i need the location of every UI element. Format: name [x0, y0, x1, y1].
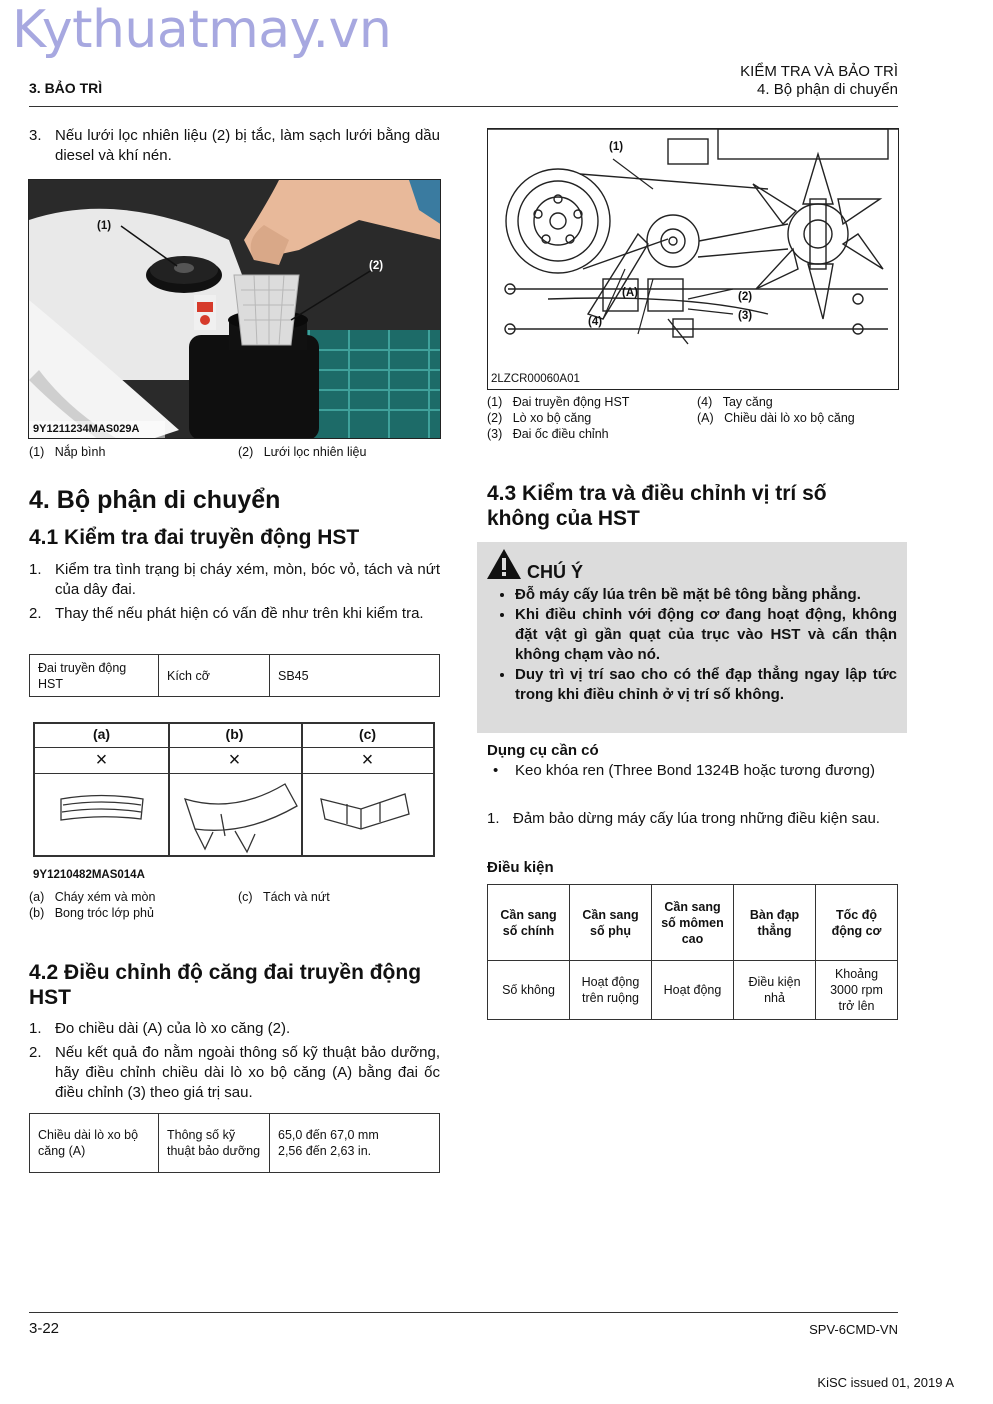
diagram-label-2: (2) — [738, 291, 753, 303]
step-number: 1. — [29, 1020, 42, 1037]
step-number: 2. — [29, 1044, 42, 1061]
table-header-cell: Cần sang số chính — [488, 885, 570, 961]
sub42-step-1 — [29, 1019, 440, 1039]
header-subchapter: 4. Bộ phận di chuyển — [757, 81, 898, 98]
table-cell: Khoảng 3000 rpm trở lên — [816, 961, 898, 1020]
table-row — [30, 655, 440, 697]
belt-caption-a — [29, 889, 155, 905]
conditions-table — [487, 884, 898, 1020]
footer-rule — [29, 1312, 898, 1313]
sub42-step-2 — [29, 1043, 440, 1103]
caution-list — [487, 585, 897, 705]
caption-text: Tách và nứt — [263, 890, 330, 904]
photo-callout-2: (2) — [369, 260, 384, 272]
header-section: 3. BẢO TRÌ — [29, 80, 103, 96]
tools-title: Dụng cụ cần có — [487, 742, 599, 759]
caption-text: Bong tróc lớp phủ — [54, 906, 154, 920]
engine-belt-illustration — [488, 129, 898, 389]
sub41-step-1 — [29, 560, 440, 600]
belt-size-table — [29, 654, 440, 697]
table-row — [488, 961, 898, 1020]
caption-num: (3) — [487, 427, 503, 441]
diagram-label-1: (1) — [609, 141, 624, 153]
belt-damage-drawings — [35, 774, 433, 855]
diagram-label-A: (A) — [622, 287, 638, 299]
belt-figure-code: 9Y1210482MAS014A — [33, 869, 145, 881]
step-number: 2. — [29, 605, 42, 622]
table-header-cell: Cần sang số phụ — [570, 885, 652, 961]
table-cell: SB45 — [270, 655, 440, 697]
belt-figure-header-b: (b) — [225, 726, 244, 742]
header-chapter: KIỂM TRA VÀ BẢO TRÌ — [740, 63, 898, 80]
caption-num: (c) — [238, 890, 253, 904]
table-cell — [270, 1114, 440, 1173]
caption-text: Đai ốc điều chỉnh — [512, 427, 609, 441]
step-number: 3. — [29, 127, 42, 144]
sub-4-1-title: 4.1 Kiểm tra đai truyền động HST — [29, 526, 360, 549]
caption-num: (2) — [238, 445, 254, 459]
caption-num: (b) — [29, 906, 45, 920]
caution-box — [477, 542, 907, 733]
step-text: Đảm bảo dừng máy cấy lúa trong những điều kiện sau. — [513, 810, 880, 827]
sub41-step-2 — [29, 604, 440, 624]
step-number: 1. — [29, 561, 42, 578]
caption-num: (2) — [487, 411, 503, 425]
spec-imperial: 2,56 đến 2,63 in. — [278, 1144, 372, 1158]
caption-num: (1) — [29, 445, 45, 459]
bullet-icon: • — [493, 762, 499, 779]
fuel-step-3 — [29, 126, 440, 166]
tools-item — [487, 761, 898, 781]
step-text: Nếu lưới lọc nhiên liệu (2) bị tắc, làm sạch lưới bằng dầu diesel và khí nén. — [55, 127, 440, 164]
photo-code: 9Y1211234MAS029A — [33, 423, 140, 435]
step-number: 1. — [487, 810, 500, 827]
step-text: Đo chiều dài (A) của lò xo căng (2). — [55, 1020, 291, 1037]
caption-num: (a) — [29, 890, 45, 904]
step-text: Thay thế nếu phát hiện có vấn đề như trên khi kiểm tra. — [55, 605, 424, 622]
caption-text: Đai truyền động HST — [512, 395, 630, 409]
conditions-title: Điều kiện — [487, 859, 554, 876]
page-number: 3-22 — [29, 1320, 60, 1337]
caution-item: • Đỗ máy cấy lúa trên bề mặt bê tông bằng phẳng. — [515, 585, 897, 605]
belt-damage-figure — [33, 722, 435, 857]
photo-caption-1 — [29, 444, 105, 460]
table-cell: Hoạt động trên ruộng — [570, 961, 652, 1020]
fuel-tank-illustration — [29, 180, 441, 439]
header-right — [740, 63, 898, 99]
diagram-label-4: (4) — [588, 316, 603, 328]
header-rule — [29, 106, 898, 107]
caution-item: • Duy trì vị trí sao cho có thể đạp thẳng ngay lập tức trong khi điều chỉnh ở vị trí số không. — [515, 665, 897, 705]
warning-triangle-icon — [486, 548, 522, 580]
document-code: SPV-6CMD-VN — [809, 1322, 898, 1337]
table-header-cell: Bàn đạp thẳng — [734, 885, 816, 961]
table-cell: Đai truyền động HST — [30, 655, 159, 697]
table-cell: Số không — [488, 961, 570, 1020]
caption-num: (4) — [697, 395, 713, 409]
table-cell: Điều kiện nhả — [734, 961, 816, 1020]
caution-title: CHÚ Ý — [527, 562, 584, 582]
caption-num: (A) — [697, 411, 714, 425]
table-cell: Kích cỡ — [159, 655, 270, 697]
caution-item: • Khi điều chỉnh với động cơ đang hoạt động, không đặt vật gì gần quạt của trục vào HST và cẩn thận không chạm vào nó. — [515, 605, 897, 665]
belt-figure-mark-row — [35, 748, 433, 774]
caption-text: Cháy xém và mòn — [54, 890, 156, 904]
diagram-caption-1 — [487, 394, 629, 410]
spring-length-table — [29, 1113, 440, 1173]
fuel-filter-photo — [28, 179, 441, 439]
table-header-cell: Tốc độ động cơ — [816, 885, 898, 961]
caption-text: Nắp bình — [54, 445, 106, 459]
table-cell: Thông số kỹ thuật bảo dưỡng — [159, 1114, 270, 1173]
cross-mark-icon: × — [361, 749, 374, 771]
caption-text: Chiều dài lò xo bộ căng — [724, 411, 855, 425]
step-text: Nếu kết quả đo nằm ngoài thông số kỹ thuật bảo dưỡng, hãy điều chỉnh chiều dài lò xo bộ căng (A) bằng đai ốc điều chỉnh (3) theo giá trị sau. — [55, 1044, 440, 1101]
section-title: 4. Bộ phận di chuyển — [29, 486, 281, 514]
issued-note: KiSC issued 01, 2019 A — [817, 1375, 954, 1390]
sub-4-2-title: 4.2 Điều chỉnh độ căng đai truyền động HST — [29, 961, 422, 1009]
table-header-row — [488, 885, 898, 961]
belt-figure-header-c: (c) — [358, 726, 377, 742]
belt-caption-b — [29, 905, 154, 921]
caption-text: Tay căng — [722, 395, 773, 409]
sub-4-3-title: 4.3 Kiểm tra và điều chỉnh vị trí số không của HST — [487, 482, 827, 530]
caption-text: Lưới lọc nhiên liệu — [263, 445, 367, 459]
sub43-step-1 — [487, 809, 898, 829]
table-header-cell: Cần sang số mômen cao — [652, 885, 734, 961]
caption-text: Lò xo bộ căng — [512, 411, 592, 425]
table-cell: Chiều dài lò xo bộ căng (A) — [30, 1114, 159, 1173]
spec-metric: 65,0 đến 67,0 mm — [278, 1128, 379, 1142]
belt-figure-header-row — [35, 724, 433, 748]
diagram-caption-4 — [697, 394, 773, 410]
belt-figure-header-a: (a) — [92, 726, 111, 742]
watermark: Kythuatmay.vn — [12, 0, 392, 60]
cross-mark-icon: × — [95, 749, 108, 771]
belt-caption-c — [238, 889, 330, 905]
belt-tension-diagram — [487, 128, 899, 390]
cross-mark-icon: × — [228, 749, 241, 771]
diagram-caption-3 — [487, 426, 609, 442]
photo-callout-1: (1) — [97, 220, 112, 232]
diagram-caption-2 — [487, 410, 591, 426]
diagram-code: 2LZCR00060A01 — [491, 373, 580, 385]
table-cell: Hoạt động — [652, 961, 734, 1020]
tools-item-text: Keo khóa ren (Three Bond 1324B hoặc tương đương) — [515, 762, 875, 779]
diagram-label-3: (3) — [738, 310, 753, 322]
diagram-caption-A — [697, 410, 855, 426]
table-row — [30, 1114, 440, 1173]
photo-caption-2 — [238, 444, 366, 460]
step-text: Kiểm tra tình trạng bị cháy xém, mòn, bóc vỏ, tách và nứt của dây đai. — [55, 561, 440, 598]
caption-num: (1) — [487, 395, 503, 409]
